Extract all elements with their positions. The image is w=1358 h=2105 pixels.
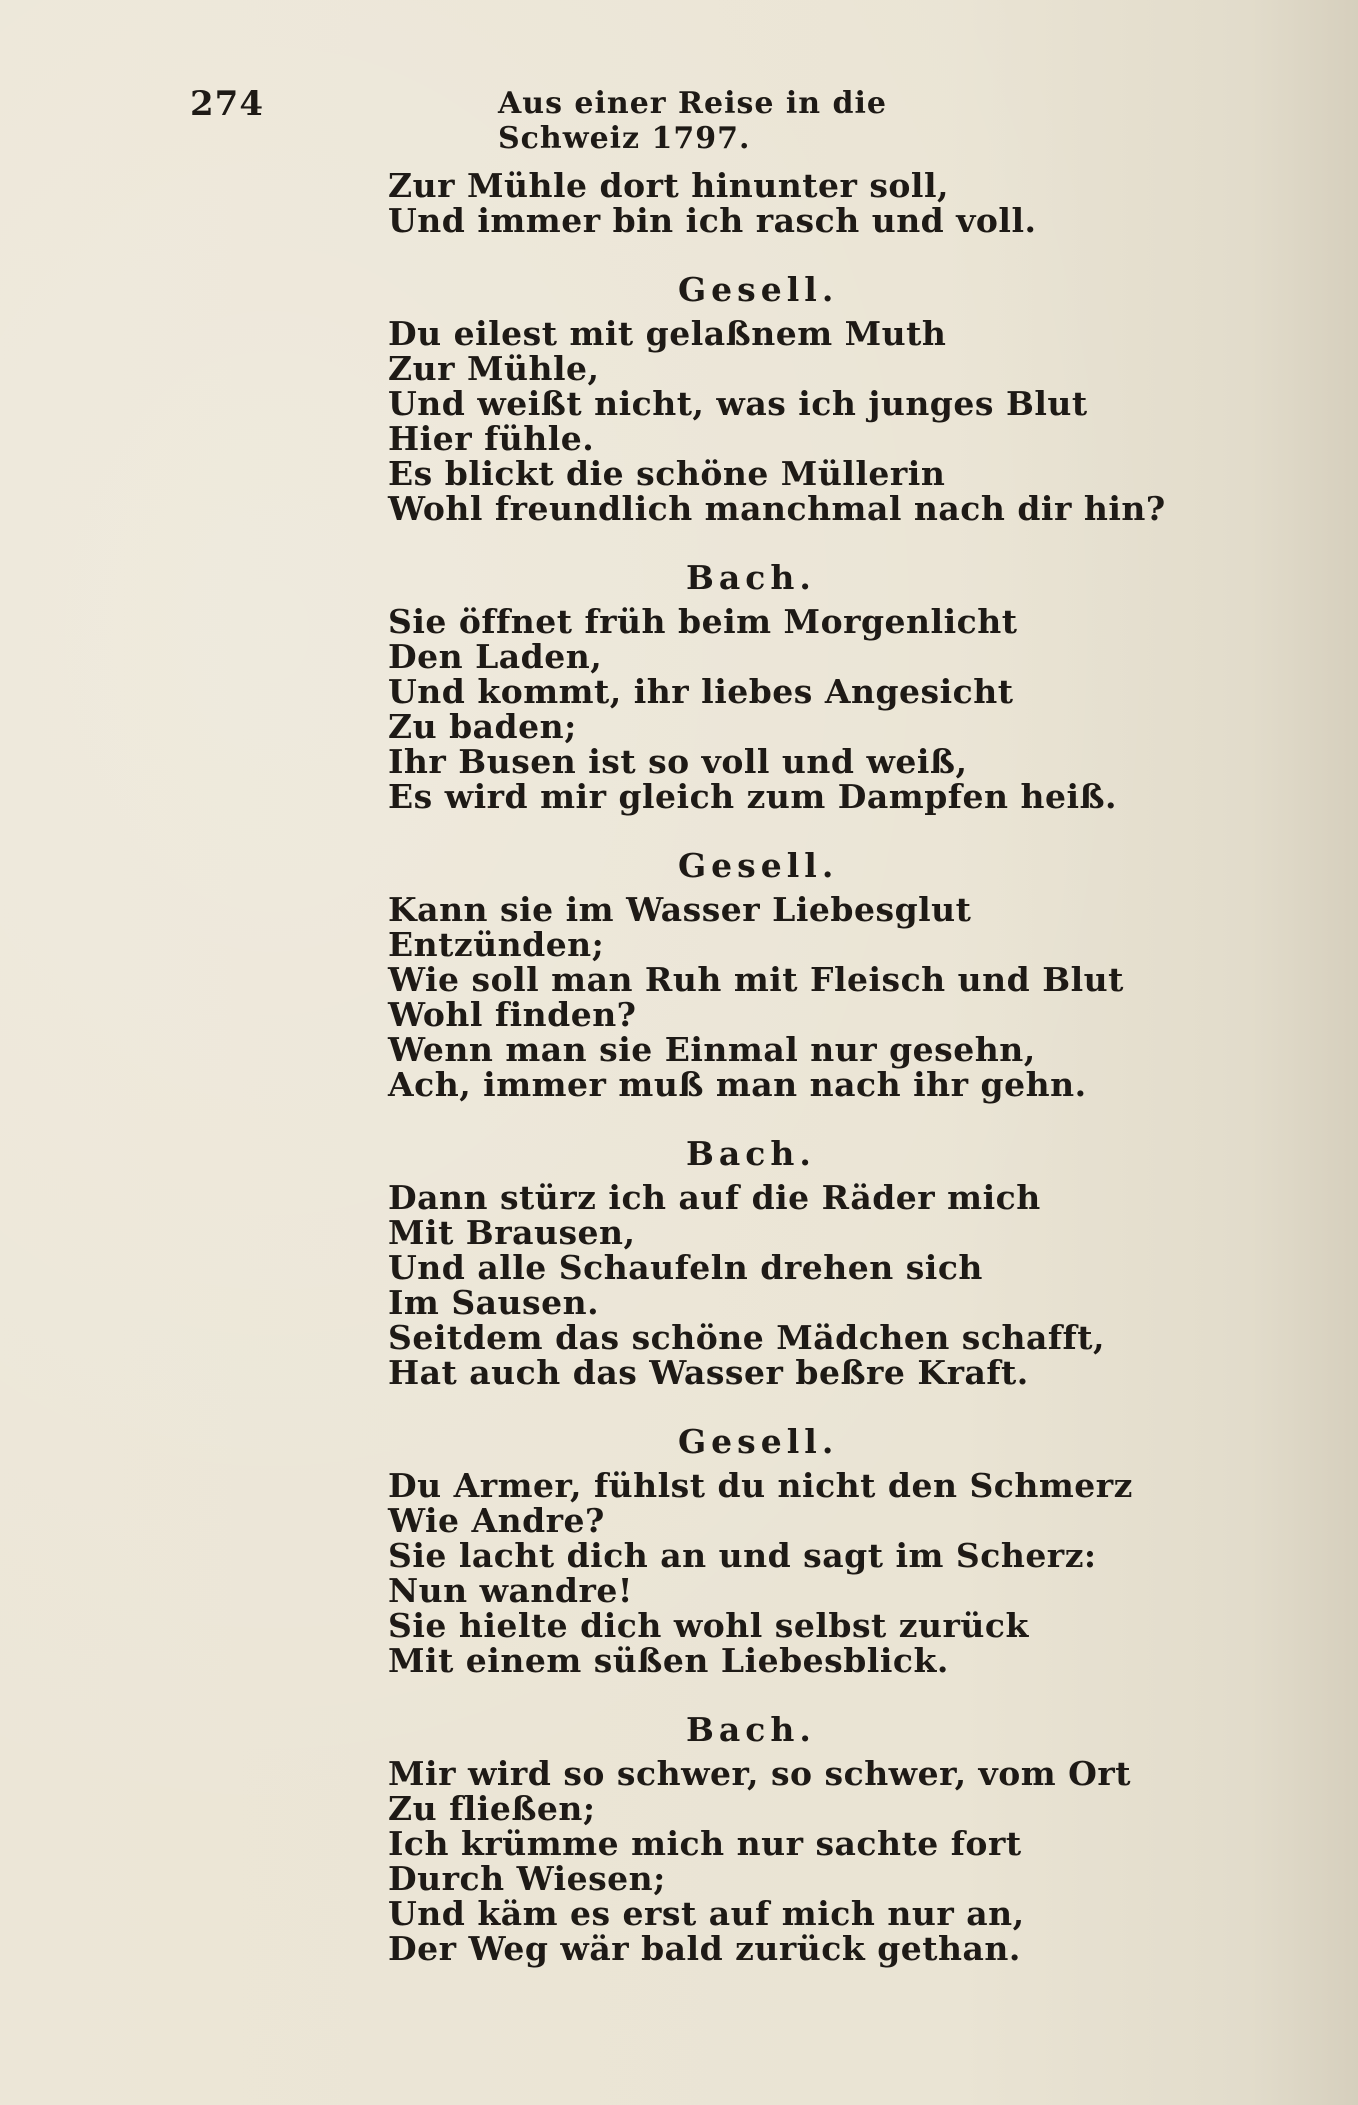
verse-line: Ihr Busen ist so voll und weiß, bbox=[388, 742, 968, 781]
verse-line: Ach, immer muß man nach ihr gehn. bbox=[388, 1065, 1087, 1104]
verse-line: Zu baden; bbox=[388, 707, 577, 746]
opening-stanza bbox=[388, 168, 1088, 238]
speaker-heading: Gesell. bbox=[678, 270, 839, 309]
speaker-heading: Bach. bbox=[686, 1134, 816, 1173]
verse-line: Durch Wiesen; bbox=[388, 1859, 666, 1898]
verse-line: Wie Andre? bbox=[388, 1501, 605, 1540]
stanza-2 bbox=[388, 558, 1118, 816]
verse-line: Zur Mühle, bbox=[388, 349, 600, 388]
verse-line: Und immer bin ich rasch und voll. bbox=[388, 201, 1037, 240]
verse-line: Es wird mir gleich zum Dampfen heiß. bbox=[388, 777, 1118, 816]
verse-line: Mit Brausen, bbox=[388, 1213, 636, 1252]
verse-line: Hat auch das Wasser beßre Kraft. bbox=[388, 1353, 1029, 1392]
verse-line: Du Armer, fühlst du nicht den Schmerz bbox=[388, 1466, 1133, 1505]
verse-line: Wie soll man Ruh mit Fleisch und Blut bbox=[388, 960, 1124, 999]
verse-line: Sie hielte dich wohl selbst zurück bbox=[388, 1606, 1029, 1645]
stanza-5 bbox=[388, 1422, 1133, 1680]
verse-line: Und kommt, ihr liebes Angesicht bbox=[388, 672, 1014, 711]
verse-line: Mir wird so schwer, so schwer, vom Ort bbox=[388, 1754, 1132, 1793]
verse-line: Mit einem süßen Liebesblick. bbox=[388, 1641, 949, 1680]
verse-line: Wohl finden? bbox=[388, 995, 637, 1034]
speaker-heading: Gesell. bbox=[678, 846, 839, 885]
verse-line: Im Sausen. bbox=[388, 1283, 600, 1322]
speaker-heading: Gesell. bbox=[678, 1422, 839, 1461]
speaker-heading: Bach. bbox=[686, 558, 816, 597]
verse-line: Kann sie im Wasser Liebesglut bbox=[388, 890, 972, 929]
stanza-1 bbox=[388, 270, 1166, 528]
verse-line: Zur Mühle dort hinunter soll, bbox=[388, 166, 949, 205]
verse-line: Wenn man sie Einmal nur gesehn, bbox=[388, 1030, 1036, 1069]
verse-line: Zu fließen; bbox=[388, 1789, 596, 1828]
verse-line: Du eilest mit gelaßnem Muth bbox=[388, 314, 947, 353]
verse-line: Ich krümme mich nur sachte fort bbox=[388, 1824, 1022, 1863]
verse-line: Dann stürz ich auf die Räder mich bbox=[388, 1178, 1041, 1217]
speaker-heading: Bach. bbox=[686, 1710, 816, 1749]
verse-line: Der Weg wär bald zurück gethan. bbox=[388, 1929, 1021, 1968]
poem-body bbox=[388, 166, 1166, 1968]
running-head: Aus einer Reise in die Schweiz 1797. bbox=[498, 86, 888, 156]
stanza-3 bbox=[388, 846, 1124, 1104]
verse-line: Und alle Schaufeln drehen sich bbox=[388, 1248, 983, 1287]
verse-line: Sie lacht dich an und sagt im Scherz: bbox=[388, 1536, 1097, 1575]
verse-line: Nun wandre! bbox=[388, 1571, 633, 1610]
page-number: 274 bbox=[190, 84, 264, 124]
verse-line: Entzünden; bbox=[388, 925, 605, 964]
verse-line: Hier fühle. bbox=[388, 419, 595, 458]
stanza-6 bbox=[388, 1710, 1132, 1968]
verse-line: Und weißt nicht, was ich junges Blut bbox=[388, 384, 1088, 423]
stanza-4 bbox=[388, 1134, 1105, 1392]
verse-line: Wohl freundlich manchmal nach dir hin? bbox=[388, 489, 1166, 528]
page-header bbox=[190, 84, 1040, 156]
verse-line: Und käm es erst auf mich nur an, bbox=[388, 1894, 1025, 1933]
verse-line: Sie öffnet früh beim Morgenlicht bbox=[388, 602, 1018, 641]
verse-line: Den Laden, bbox=[388, 637, 603, 676]
verse-line: Seitdem das schöne Mädchen schafft, bbox=[388, 1318, 1105, 1357]
verse-line: Es blickt die schöne Müllerin bbox=[388, 454, 946, 493]
